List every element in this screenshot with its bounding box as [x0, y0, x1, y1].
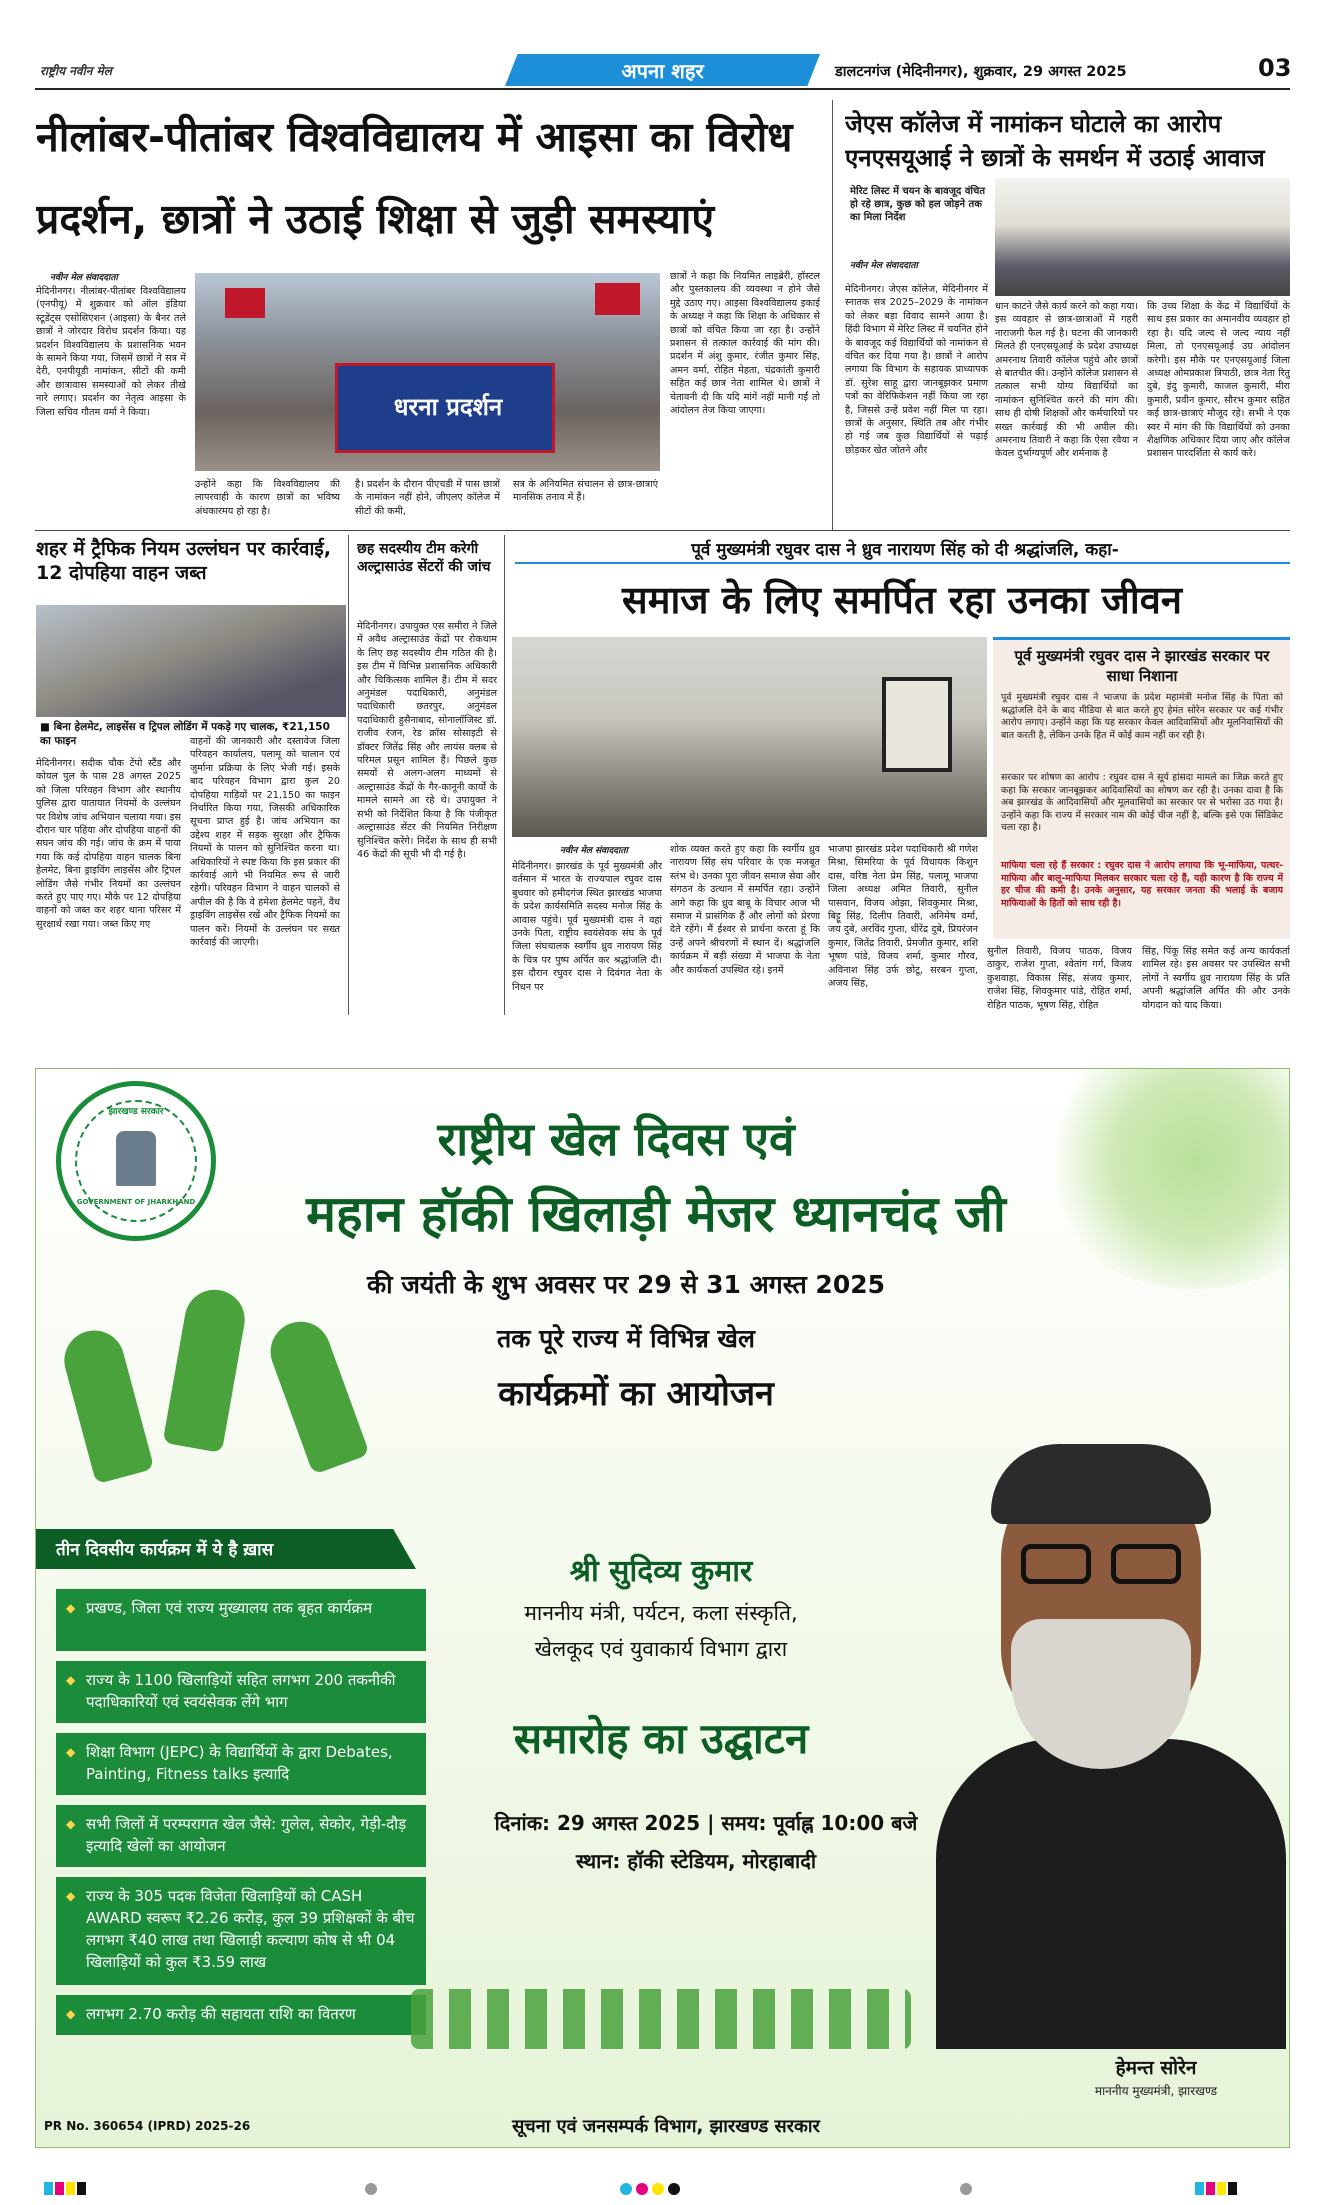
portrait-frame [882, 677, 952, 772]
minister-role-2: खेलकूद एवं युवाकार्य विभाग द्वारा [534, 1637, 788, 1661]
story1-col2: उन्होंने कहा कि विश्वविद्यालय की लापरवाही के कारण छात्रों का भविष्य अंधकारमय हो रहा है। [195, 479, 340, 517]
story6-p1: पूर्व मुख्यमंत्री रघुवर दास ने भाजपा के प्रदेश महामंत्री मनोज सिंह के पिता को श्रद्धांजलि देने के बाद मीडिया से बात करते हुए हेमंत सोरेन सरकार पर कई गंभीर आरोप लगाए। उन्होंने कहा कि यह सरकार केवल आदिवासियों और मूलनिवासियों की बात करती है, लेकिन उनके हित में कोई काम नहीं कर रही है। [1001, 692, 1283, 741]
story1-col4: सत्र के अनियमित संचालन से छात्र-छात्राएं मानसिक तनाव में हैं। [513, 479, 658, 504]
story5-kicker: पूर्व मुख्यमंत्री रघुवर दास ने ध्रुव नारायण सिंह को दी श्रद्धांजलि, कहा- [691, 540, 1119, 560]
masthead-rule [35, 88, 1290, 90]
story5-col4: सुनील तिवारी, विजय पाठक, विजय ठाकुर, राजेश गुप्ता, श्वेतांग गर्ग, विजय कुशवाहा, विकास सिंह, संजय कुमार, राजेश सिंह, शिवकुमार पांडे, रोहित शर्मा, रोहित पाठक, भूषण सिंह, रोहित [987, 946, 1132, 1011]
emblem-text: झारखण्ड सरकार [108, 1107, 164, 1117]
color-swatch [1217, 2182, 1226, 2195]
minister-name: श्री सुदिव्य कुमार [569, 1554, 753, 1589]
registration-mark [365, 2183, 377, 2195]
color-swatch [44, 2182, 53, 2195]
protest-banner [335, 363, 555, 453]
section-label: अपना शहर [621, 59, 704, 83]
story1-col5: छात्रों ने कहा कि नियमित लाइब्रेरी, हॉस्टल और पुस्तकालय की व्यवस्था न होने जैसे मुद्दे उठाए गए। आइसा विश्वविद्यालय इकाई के अध्यक्ष ने कहा कि शिक्षा के अधिकार से छात्रों को वंचित किया जा रहा है। उन्होंने प्रशासन से तत्काल कार्रवाई की मांग की। प्रदर्शन में अंशु कुमार, रंजीत कुमार सिंह, अमन वर्मा, रोहित मेहता, चंद्रकांती कुमारी सहित कई छात्र नेता शामिल थे। छात्रों ने चेतावनी दी कि यदि मांगें नहीं मानी गईं तो आंदोलन तेज किया जाएगा। [670, 271, 820, 417]
player-silhouette [58, 1324, 155, 1484]
event-title: समारोह का उद्घाटन [513, 1714, 809, 1763]
story2-photo [995, 178, 1290, 296]
story1-protest-photo [195, 273, 660, 471]
column-rule [348, 535, 349, 1015]
ad-bullet: ◆ प्रखण्ड, जिला एवं राज्य मुख्यालय तक बृहत कार्यक्रम [56, 1589, 426, 1651]
story3-col2: वाहनों की जानकारी और दस्तावेज जिला परिवहन कार्यालय, पलामू को चालान एवं जुर्माना प्रक्रिया के लिए भेजी गई। इसके बाद परिवहन विभाग द्वारा कुल 20 दोपहिया गाड़ियों पर 21,150 का फाइन निर्धारित किया गया, जिसकी अधिकारिक सूचना प्राप्त हुई है। जांच अभियान का उद्देश्य शहर में सड़क सुरक्षा और ट्रैफिक नियमों के पालन को सुनिश्चित करना था। अधिकारियों ने स्पष्ट किया कि इस प्रकार की कार्रवाई आगे भी नियमित रूप से जारी रहेगी। परिवहन विभाग ने वाहन चालकों से अपील की है कि वे हमेशा हेलमेट पहनें, वैध ड्राइविंग लाइसेंस रखें और ट्रैफिक नियमों का पालन करें। नियमों के उल्लंघन पर सख्त कार्रवाई की जाएगी। [190, 736, 340, 949]
flag-icon [225, 288, 265, 318]
story2-col3: कि उच्च शिक्षा के केंद्र में विद्यार्थियों के साथ इस प्रकार का अमानवीय व्यवहार हो रहा है। यदि जल्द से जल्द न्याय नहीं मिला, तो एनएसयूआई उग्र आंदोलन करेगी। इस मौके पर एनएसयूआई जिला अध्यक्ष ओमप्रकाश त्रिपाठी, छात्र नेता रितु दुबे, इंदु कुमारी, काजल कुमारी, मीरा कुमारी, प्रवीन कुमार, सौरभ कुमार सहित कई छात्र-छात्राएं मौजूद रहे। सभी ने एक स्वर में मांग की कि विद्यार्थियों को उनका शैक्षणिक अधिकार दिया जाए और कॉलेज प्रशासन पारदर्शिता से कार्य करे। [1147, 301, 1290, 460]
flag-icon [595, 283, 640, 315]
cm-name: हेमन्त सोरेन [1115, 2057, 1197, 2079]
ad-line-1: की जयंती के शुभ अवसर पर 29 से 31 अगस्त 2025 [366, 1270, 886, 1299]
story6-box [993, 637, 1290, 939]
color-swatch [66, 2182, 75, 2195]
registration-mark [668, 2183, 680, 2195]
event-datetime: दिनांक: 29 अगस्त 2025 | समय: पूर्वाह्न 10:00 बजे [494, 1811, 918, 1835]
ashoka-emblem-icon [116, 1131, 156, 1186]
minister-role-1: माननीय मंत्री, पर्यटन, कला संस्कृति, [524, 1601, 798, 1625]
ad-panel [35, 1068, 1290, 2148]
color-swatch [1195, 2182, 1204, 2195]
color-swatch [1206, 2182, 1215, 2195]
story5-col2: शोक व्यक्त करते हुए कहा कि स्वर्गीय ध्रुव नारायण सिंह संघ परिवार के एक मजबूत स्तंभ थे। उनका पूरा जीवन समाज सेवा और संगठन के उत्थान में समर्पित रहा। उन्होंने आगे कहा कि ध्रुव बाबू के विचार आज भी समाज में प्रासंगिक हैं और लोगों को प्रेरणा देते रहेंगे। मैं ईश्वर से प्रार्थना करता हूं कि उन्हें अपने श्रीचरणों में स्थान दें। श्रद्धांजलि कार्यक्रम में बड़ी संख्या में भाजपा के नेता और कार्यकर्ता उपस्थित रहे। इनमें [670, 844, 820, 976]
dateline: डालटनगंज (मेदिनीनगर), शुक्रवार, 29 अगस्त 2025 [835, 64, 1127, 80]
story5-col3: भाजपा झारखंड प्रदेश पदाधिकारी श्री गणेश मिश्रा, सिमरिया के पूर्व विधायक किशुन दास, वरिष्ठ नेता प्रेम सिंह, पलामू भाजपा जिला अध्यक्ष अमित तिवारी, सुनील पासवान, विजय ओझा, शिवकुमार मिश्रा, बिट्टू सिंह, दिलीप तिवारी, अनिमेष वर्मा, जय दुबे, अरविंद गुप्ता, धीरेंद्र दुबे, प्रियरंजन कुमार, जितेंद्र तिवारी, प्रेमजीत कुमार, शशि भूषण पांडे, विजय शर्मा, कुमार गौरव, अविनाश सिंह उर्फ छोटू, सरबन गुप्ता, अजय सिंह, [828, 844, 978, 990]
ad-line-3: कार्यक्रमों का आयोजन [498, 1374, 774, 1414]
color-swatch [55, 2182, 64, 2195]
story5-headline: समाज के लिए समर्पित रहा उनका जीवन [622, 578, 1182, 622]
glasses-icon [1111, 1544, 1181, 1584]
paper-logo: राष्ट्रीय नवीन मेल [40, 64, 112, 78]
registration-mark [960, 2183, 972, 2195]
column-rule [504, 535, 505, 1015]
hockey-players-icon [56, 1269, 416, 1549]
story2-headline-2: एनएसयूआई ने छात्रों के समर्थन में उठाई आवाज [845, 144, 1265, 172]
ad-list-title: तीन दिवसीय कार्यक्रम में ये है ख़ास [56, 1540, 274, 1560]
story6-headline: पूर्व मुख्यमंत्री रघुवर दास ने झारखंड सरकार पर साधा निशाना [1014, 647, 1270, 685]
event-venue: स्थान: हॉकी स्टेडियम, मोरहाबादी [575, 1849, 817, 1873]
cm-portrait [916, 1439, 1286, 2049]
story2-col1: मेदिनीनगर। जेएस कॉलेज, मेदिनीनगर में स्नातक सत्र 2025–2029 के नामांकन को लेकर बड़ा विवाद सामने आया है। हिंदी विभाग में मेरिट लिस्ट में चयनित होने के बावजूद कई विद्यार्थियों को नामांकन से वंचित कर दिया गया है। छात्रों ने आरोप लगाया कि विभाग के सहायक प्राध्यापक डॉ. सुरेश साहू द्वारा जानबूझकर प्रमाण पत्रों का वेरिफिकेशन नहीं किया जा रहा है, जिससे उन्हें प्रवेश नहीं मिल पा रहा। छात्रों के अनुसार, स्थिति तब और गंभीर हो गई जब कुछ विद्यार्थियों से पढ़ाई छोड़कर खेत जोतने और [845, 284, 988, 456]
section-rule [35, 530, 1290, 531]
story6-p2: सरकार पर शोषण का आरोप : रघुवर दास ने सूर्य हांसदा मामले का जिक्र करते हुए कहा कि सरकार जानबूझकर आदिवासियों का शोषण कर रही है। उनका दावा है कि अब झारखंड के आदिवासियों और मूलवासियों का सरकार पर से भरोसा उठ गया है। उन्होंने कहा कि राज्य में सरकार नाम की कोई चीज नहीं है, बल्कि इसे एक सिंडिकेट चला रहा है। [1001, 772, 1283, 833]
emblem-ring-text: GOVERNMENT OF JHARKHAND [76, 1198, 196, 1206]
ad-bullet: ◆ लगभग 2.70 करोड़ की सहायता राशि का वितरण [56, 1995, 426, 2035]
banner-text: धरना प्रदर्शन [393, 393, 503, 421]
story5-byline: नवीन मेल संवाददाता [560, 846, 628, 856]
ad-title-1: राष्ट्रीय खेल दिवस एवं [437, 1112, 795, 1166]
ad-line-2: तक पूरे राज्य में विभिन्न खेल [497, 1324, 755, 1353]
story4-headline: छह सदस्यीय टीम करेगी अल्ट्रासाउंड सेंटरों की जांच [357, 541, 491, 575]
player-silhouette [262, 1313, 370, 1474]
story3-caption: ■ बिना हेलमेट, लाइसेंस व ट्रिपल लोडिंग में पकड़े गए चालक, ₹21,150 का फाइन [40, 721, 330, 747]
registration-mark [620, 2183, 632, 2195]
registration-mark [636, 2183, 648, 2195]
story3-traffic-photo [36, 605, 346, 717]
cm-hair [991, 1444, 1211, 1524]
ad-title-2: महान हॉकी खिलाड़ी मेजर ध्यानचंद जी [306, 1185, 1006, 1243]
story1-col3: है। प्रदर्शन के दौरान पीएचडी में पास छात्रों के नामांकन नहीं होने, जीएलए कॉलेज में सीटों की कमी, [355, 479, 500, 517]
pr-number: PR No. 360654 (IPRD) 2025-26 [44, 2119, 251, 2133]
story2-headline-1: जेएस कॉलेज में नामांकन घोटाले का आरोप [845, 110, 1222, 138]
page-number: 03 [1258, 54, 1292, 82]
story1-byline: नवीन मेल संवाददाता [50, 273, 118, 283]
story1-col1: मेदिनीनगर। नीलांबर-पीतांबर विश्वविद्यालय (एनपीयू) में शुक्रवार को ऑल इंडिया स्टूडेंट्स एसोसिएशन (आइसा) के बैनर तले छात्रों ने जोरदार विरोध प्रदर्शन किया। यह प्रदर्शन विश्वविद्यालय के प्रशासनिक भवन के सामने किया गया, जिसमें छात्रों ने सत्र में देरी, एनपीयूडी नामांकन, सीटों की कमी और छात्रावास समस्याओं को लेकर तीखे नारे लगाए। प्रदर्शन का नेतृत्व आइसा के जिला सचिव गौतम वर्मा ने किया। [36, 286, 186, 418]
registration-mark [652, 2183, 664, 2195]
story3-col1: मेदिनीनगर। सदीक चौक टेंपो स्टैंड और कोयल पुल के पास 28 अगस्त 2025 को जिला परिवहन विभाग और स्थानीय पुलिस द्वारा यातायात नियमों के उल्लंघन पर विशेष जांच अभियान चलाया गया। इस दौरान चार पहिया और दोपहिया वाहनों की सघन जांच की गई। जांच के क्रम में पाया गया कि कई दोपहिया वाहन चालक बिना हेलमेट, बिना ड्राइविंग लाइसेंस और ट्रिपल लोडिंग जैसे गंभीर नियमों का उल्लंघन करते हुए पाए गए। मौके पर 12 दोपहिया वाहनों को जब्त कर शहर थाना परिसर में सुरक्षार्थ रखा गया। जब्त किए गए [36, 758, 181, 930]
story6-p3: माफिया चला रहे हैं सरकार : रघुवर दास ने आरोप लगाया कि भू-माफिया, पत्थर-माफिया और बालू-माफिया मिलकर सरकार चला रहे हैं, यही कारण है कि राज्य में हर चीज की कमी है। उनके अनुसार, यह सरकार जनता की भलाई के बजाय माफियाओं के हितों को साध रही है। [1001, 860, 1283, 909]
cm-title: माननीय मुख्यमंत्री, झारखण्ड [1094, 2084, 1218, 2098]
ad-bullet: ◆ शिक्षा विभाग (JEPC) के विद्यार्थियों के द्वारा Debates, Painting, Fitness talks इत्यादि [56, 1733, 426, 1795]
story5-col5: सिंह, पिंकू सिंह समेत कई अन्य कार्यकर्ता शामिल रहे। इस अवसर पर उपस्थित सभी लोगों ने स्वर्गीय ध्रुव नारायण सिंह के प्रति अपनी श्रद्धांजलि अर्पित की और उनके योगदान को याद किया। [1142, 946, 1290, 1011]
story4-col1: मेदिनीनगर। उपायुक्त एस समीरा ने जिले में अवैध अल्ट्रासाउंड केंद्रों पर रोकथाम के लिए छह सदस्यीय टीम गठित की है। इस टीम में विभिन्न प्रशासनिक अधिकारी और चिकित्सक शामिल हैं। टीम में सदर अनुमंडल पदाधिकारी, अनुमंडल पदाधिकारी छतरपुर, अनुमंडल पदाधिकारी हुसैनाबाद, सोनालॉजिस्ट डॉ. राजीव रंजन, रेड क्रॉस सोसाइटी से डॉक्टर जितेंद्र सिंह और लायंस क्लब से परिमल प्रसून शामिल हैं। पिछले कुछ समयों से अलग-अलग माध्यमों से अल्ट्रासाउंड केंद्रों के गैर-कानूनी कार्यों के मामले सामने आ रहे थे। उपायुक्त ने सभी को निर्देशित किया है कि पंजीकृत अल्ट्रासाउंड सेंटर की नियमित निरीक्षण सुनिश्चित करेंगे। निर्देश के साथ ही सभी 46 केंद्रों की सूची भी दी गई है। [357, 621, 497, 860]
color-swatch [77, 2182, 86, 2195]
story1-headline-2: प्रदर्शन, छात्रों ने उठाई शिक्षा से जुड़ी समस्याएं [36, 195, 715, 243]
sports-silhouettes-icon [411, 1989, 911, 2049]
kicker-rule [515, 562, 1290, 564]
ad-bullet: ◆ राज्य के 1100 खिलाड़ियों सहित लगभग 200 तकनीकी पदाधिकारियों एवं स्वयंसेवक लेंगे भाग [56, 1661, 426, 1723]
leaf-decor [1036, 1068, 1290, 1289]
ad-bullet: ◆ सभी जिलों में परम्परागत खेल जैसे: गुलेल, सेकोर, गेड़ी-दौड़ इत्यादि खेलों का आयोजन [56, 1805, 426, 1867]
cm-jacket [936, 1739, 1286, 2049]
story2-col2: धान काटने जैसे कार्य करने को कहा गया। इस व्यवहार से छात्र-छात्राओं में गहरी नाराजगी फैल गई है। घटना की जानकारी मिलते ही एनएसयूआई के प्रदेश उपाध्यक्ष अमरनाथ तिवारी कॉलेज पहुंचे और छात्रों से बातचीत की। उन्होंने कॉलेज प्रशासन से तत्काल सभी योग्य विद्यार्थियों का नामांकन सुनिश्चित करने की मांग की। साथ ही दोषी शिक्षकों और कर्मचारियों पर सख्त कार्रवाई की भी अपील की। अमरनाथ तिवारी ने कहा कि ऐसा रवैया न केवल दुर्भाग्यपूर्ण और शर्मनाक है [995, 301, 1138, 460]
story2-byline: नवीन मेल संवाददाता [850, 261, 918, 271]
column-rule [832, 100, 833, 530]
ad-footer: सूचना एवं जनसम्पर्क विभाग, झारखण्ड सरकार [512, 2116, 820, 2137]
glasses-icon [1021, 1544, 1091, 1584]
story5-col1: मेदिनीनगर। झारखंड के पूर्व मुख्यमंत्री और वर्तमान में भारत के राज्यपाल रघुवर दास बुधवार को हमीदगंज स्थित झारखंड भाजपा के प्रदेश कार्यसमिति सदस्य मनोज सिंह के आवास पहुंचे। पूर्व मुख्यमंत्री दास ने वहां उनके पिता, राष्ट्रीय स्वयंसेवक संघ के पूर्व जिला संघचालक स्वर्गीय ध्रुव नारायण सिंह के चित्र पर पुष्प अर्पित कर श्रद्धांजलि दी। इस दौरान रघुवर दास ने दिवंगत नेता के निधन पर [512, 861, 662, 993]
color-swatch [1228, 2182, 1237, 2195]
ad-bullet: ◆ राज्य के 305 पदक विजेता खिलाड़ियों को CASH AWARD स्वरूप ₹2.26 करोड़, कुल 39 प्रशिक्षकों के बीच लगभग ₹40 लाख तथा खिलाड़ी कल्याण कोष से भी 04 खिलाड़ियों को कुल ₹3.59 लाख [56, 1877, 426, 1985]
story3-headline: शहर में ट्रैफिक नियम उल्लंघन पर कार्रवाई, 12 दोपहिया वाहन जब्त [36, 538, 331, 584]
story5-photo [512, 637, 987, 837]
story1-headline-1: नीलांबर-पीतांबर विश्वविद्यालय में आइसा का विरोध [36, 113, 793, 161]
player-silhouette [163, 1285, 250, 1453]
story2-deck: मेरिट लिस्ट में चयन के बावजूद वंचित हो रहे छात्र, कुछ को हल जोड़ने तक का मिला निर्देश [850, 186, 986, 223]
